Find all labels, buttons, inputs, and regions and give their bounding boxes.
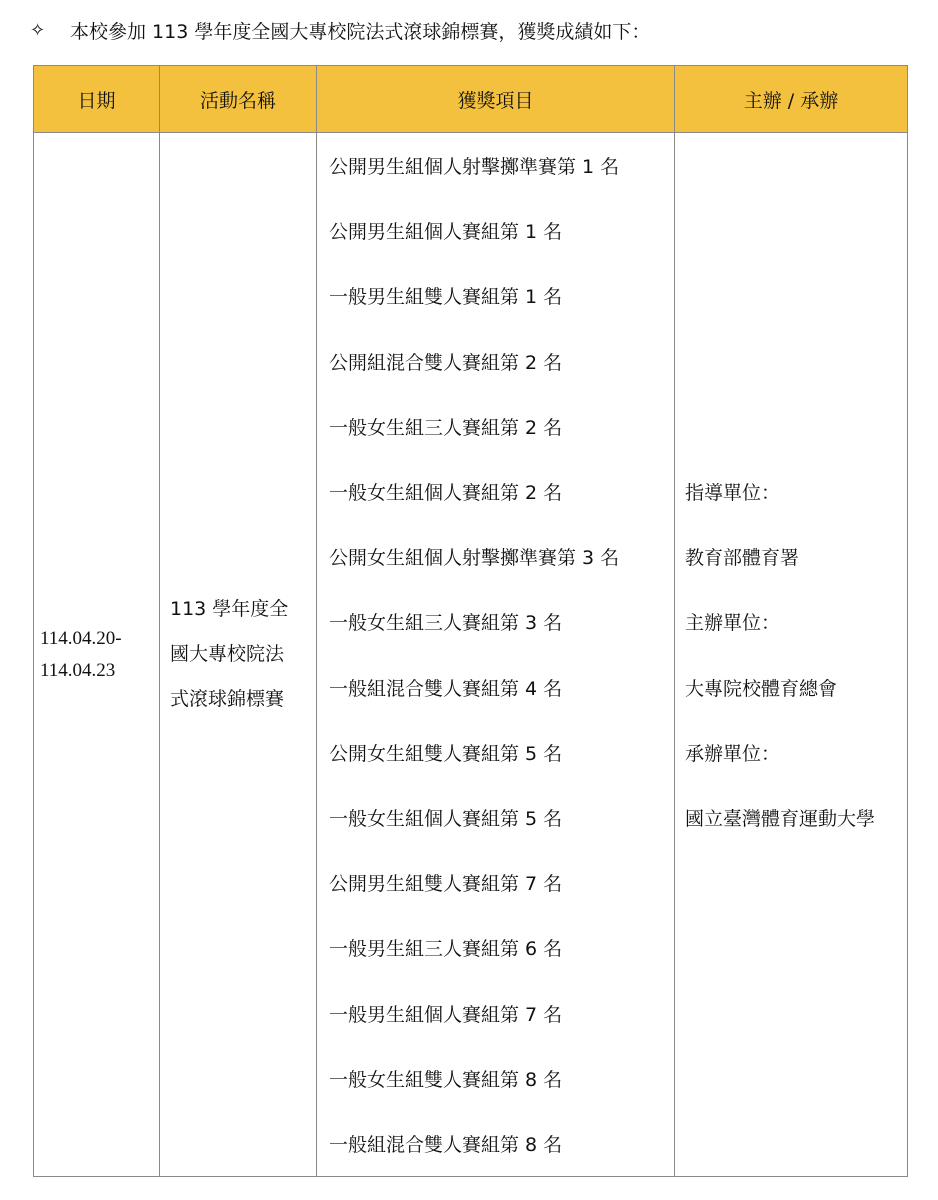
award-item: 一般組混合雙人賽組第 4 名 <box>329 677 563 700</box>
award-item: 一般男生組雙人賽組第 1 名 <box>329 286 563 309</box>
diamond-bullet-icon: ✧ <box>30 19 46 41</box>
date-end: 114.04.23 <box>40 659 116 681</box>
award-item: 公開男生組個人射擊擲準賽第 1 名 <box>329 156 620 179</box>
table-row <box>34 133 908 1177</box>
event-name-line: 國大專校院法 <box>170 643 285 665</box>
date-start: 114.04.20- <box>40 627 122 649</box>
award-item: 公開男生組雙人賽組第 7 名 <box>329 873 563 896</box>
award-item: 一般女生組雙人賽組第 8 名 <box>329 1068 563 1091</box>
organizer-guidance-unit: 教育部體育署 <box>685 547 800 570</box>
header-date: 日期 <box>34 66 160 133</box>
organizer-host-unit: 大專院校體育總會 <box>685 677 838 700</box>
event-name-line: 式滾球錦標賽 <box>170 688 285 710</box>
table-header-row <box>34 66 908 133</box>
header-organizer: 主辦 / 承辦 <box>675 66 908 133</box>
award-item: 公開女生組個人射擊擲準賽第 3 名 <box>329 547 620 570</box>
header-event-name: 活動名稱 <box>160 66 317 133</box>
event-name-line: 113 學年度全 <box>170 598 289 620</box>
award-items-cell <box>317 133 675 1177</box>
organizer-label-host: 主辦單位： <box>685 612 781 635</box>
award-item: 一般組混合雙人賽組第 8 名 <box>329 1133 563 1156</box>
award-item: 一般女生組個人賽組第 5 名 <box>329 807 563 830</box>
event-name-cell <box>160 133 317 1177</box>
intro-text: 本校參加 113 學年度全國大專校院法式滾球錦標賽，獲獎成績如下： <box>70 20 651 43</box>
award-item: 一般男生組三人賽組第 6 名 <box>329 938 563 961</box>
award-item: 公開男生組個人賽組第 1 名 <box>329 221 563 244</box>
awards-table <box>33 65 908 1177</box>
organizer-label-guidance: 指導單位： <box>685 482 781 505</box>
organizer-cell <box>675 133 908 1177</box>
award-item: 一般女生組個人賽組第 2 名 <box>329 482 563 505</box>
intro-line <box>30 14 650 46</box>
award-item: 一般男生組個人賽組第 7 名 <box>329 1003 563 1026</box>
organizer-executor-unit: 國立臺灣體育運動大學 <box>685 807 876 830</box>
date-cell <box>34 133 160 1177</box>
award-item: 公開組混合雙人賽組第 2 名 <box>329 351 563 374</box>
award-item: 一般女生組三人賽組第 2 名 <box>329 416 563 439</box>
award-item: 公開女生組雙人賽組第 5 名 <box>329 742 563 765</box>
award-item: 一般女生組三人賽組第 3 名 <box>329 612 563 635</box>
header-award-items: 獲獎項目 <box>317 66 675 133</box>
organizer-label-executor: 承辦單位： <box>685 742 781 765</box>
